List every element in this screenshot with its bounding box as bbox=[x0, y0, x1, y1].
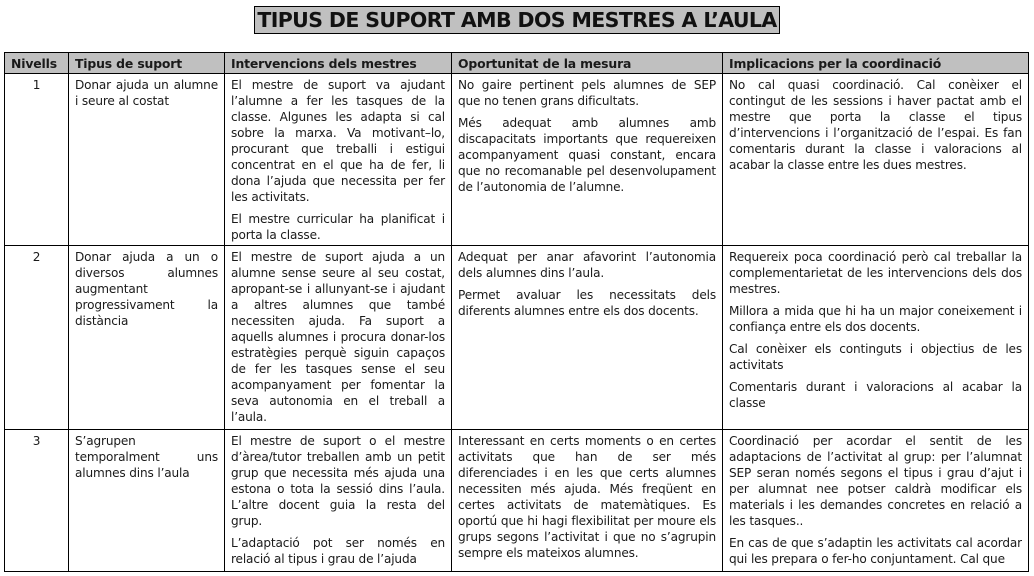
cell-paragraph: Més adequat amb alumnes amb discapacitats importants que requereixen acompanyament quasi constant, encara que no recomanable pel desenvolupament de l’autonomia de l’alumne. bbox=[458, 116, 716, 194]
opportunity-cell bbox=[452, 246, 723, 430]
cell-paragraph: Coordinació per acordar el sentit de les adaptacions de l’activitat al grup: per l’alumnat SEP seran només segons el tipus i grau d’ajut i per alumnat nee potser caldrà modificar els materials i les demandes concretes en relació a les tasques.. bbox=[729, 434, 1022, 528]
cell-paragraph: Millora a mida que hi ha un major coneixement i confiança entre els dos docents. bbox=[729, 304, 1022, 334]
table-row bbox=[5, 74, 1029, 246]
header-oportunitat: Oportunitat de la mesura bbox=[452, 53, 723, 74]
coordination-cell bbox=[723, 430, 1029, 572]
cell-paragraph: Requereix poca coordinació però cal treballar la complementarietat de les intervencions dels dos mestres. bbox=[729, 250, 1022, 296]
header-implicacions: Implicacions per la coordinació bbox=[723, 53, 1029, 74]
support-type-cell bbox=[69, 246, 225, 430]
cell-paragraph: Cal conèixer els continguts i objectius de les activitats bbox=[729, 342, 1022, 372]
cell-clip bbox=[729, 433, 1022, 567]
table-row bbox=[5, 246, 1029, 430]
cell-paragraph: El mestre de suport va ajudant l’alumne a fer les tasques de la classe. Algunes les adapta si cal sobre la marxa. Va motivant–lo, procurant que treballi i estigui concentrat en el que ha de fer, li dona l’ajuda que necessita per fer les activitats. bbox=[231, 78, 445, 204]
table-row bbox=[5, 430, 1029, 572]
interventions-cell bbox=[225, 74, 452, 246]
cell-paragraph: No cal quasi coordinació. Cal conèixer el contingut de les sessions i haver pactat amb el mestre que porta la classe el tipus d’intervencions i l’organització de l’espai. Es fan comentaris durant la classe i valoracions al acabar la classe entre les dues mestres. bbox=[729, 78, 1022, 172]
cell-paragraph: El mestre curricular ha planificat i porta la classe. bbox=[231, 212, 445, 242]
level-cell: 3 bbox=[5, 430, 69, 572]
cell-paragraph: Donar ajuda a un o diversos alumnes augmentant progressivament la distància bbox=[75, 250, 218, 328]
title-wrapper bbox=[0, 6, 1034, 34]
cell-clip bbox=[231, 433, 445, 567]
level-cell: 1 bbox=[5, 74, 69, 246]
cell-paragraph: Donar ajuda un alumne i seure al costat bbox=[75, 78, 218, 108]
cell-paragraph: En cas de que s’adaptin les activitats cal acordar qui les prepara o fer-ho conjuntament. Cal que bbox=[729, 536, 1022, 566]
cell-paragraph: El mestre de suport o el mestre d’àrea/tutor treballen amb un petit grup que necessita més ajuda una estona o tota la sessió dins l’aula. L’altre docent guia la resta del grup. bbox=[231, 434, 445, 528]
header-tipus-de-suport: Tipus de suport bbox=[69, 53, 225, 74]
document-title: TIPUS DE SUPORT AMB DOS MESTRES A L’AULA bbox=[254, 6, 779, 34]
cell-paragraph: Adequat per anar afavorint l’autonomia dels alumnes dins l’aula. bbox=[458, 250, 716, 280]
opportunity-cell bbox=[452, 74, 723, 246]
interventions-cell bbox=[225, 430, 452, 572]
interventions-cell bbox=[225, 246, 452, 430]
level-cell: 2 bbox=[5, 246, 69, 430]
cell-paragraph: No gaire pertinent pels alumnes de SEP que no tenen grans dificultats. bbox=[458, 78, 716, 108]
header-row bbox=[5, 53, 1029, 74]
cell-clip bbox=[458, 433, 716, 561]
coordination-cell bbox=[723, 246, 1029, 430]
cell-paragraph: El mestre de suport ajuda a un alumne sense seure al seu costat, apropant-se i allunyant-se i ajudant a altres alumnes que també necessiten ajuda. Fa suport a aquells alumnes i procura donar-los estratègies perquè siguin capaços de fer les tasques sense el seu acompanyament per fomentar la seva autonomia en el treball a l’aula. bbox=[231, 250, 445, 424]
cell-paragraph: Interessant en certs moments o en certes activitats que han de ser més diferenciades i en les que certs alumnes necessiten més ajuda. Més freqüent en certes activitats de matemàtiques. Es oportú que hi hagi flexibilitat per moure els grups segons l’activitat i que no s’agrupin sempre els mateixos alumnes. bbox=[458, 434, 716, 560]
support-type-cell bbox=[69, 74, 225, 246]
cell-paragraph: S’agrupen temporalment uns alumnes dins l’aula bbox=[75, 434, 218, 480]
cell-paragraph: L’adaptació pot ser només en relació al tipus i grau de l’ajuda bbox=[231, 536, 445, 566]
support-type-cell bbox=[69, 430, 225, 572]
cell-paragraph: Permet avaluar les necessitats dels diferents alumnes entre els dos docents. bbox=[458, 288, 716, 318]
coordination-cell bbox=[723, 74, 1029, 246]
header-intervencions: Intervencions dels mestres bbox=[225, 53, 452, 74]
support-types-table bbox=[4, 52, 1029, 572]
opportunity-cell bbox=[452, 430, 723, 572]
header-nivells: Nivells bbox=[5, 53, 69, 74]
cell-paragraph: Comentaris durant i valoracions al acabar la classe bbox=[729, 380, 1022, 410]
